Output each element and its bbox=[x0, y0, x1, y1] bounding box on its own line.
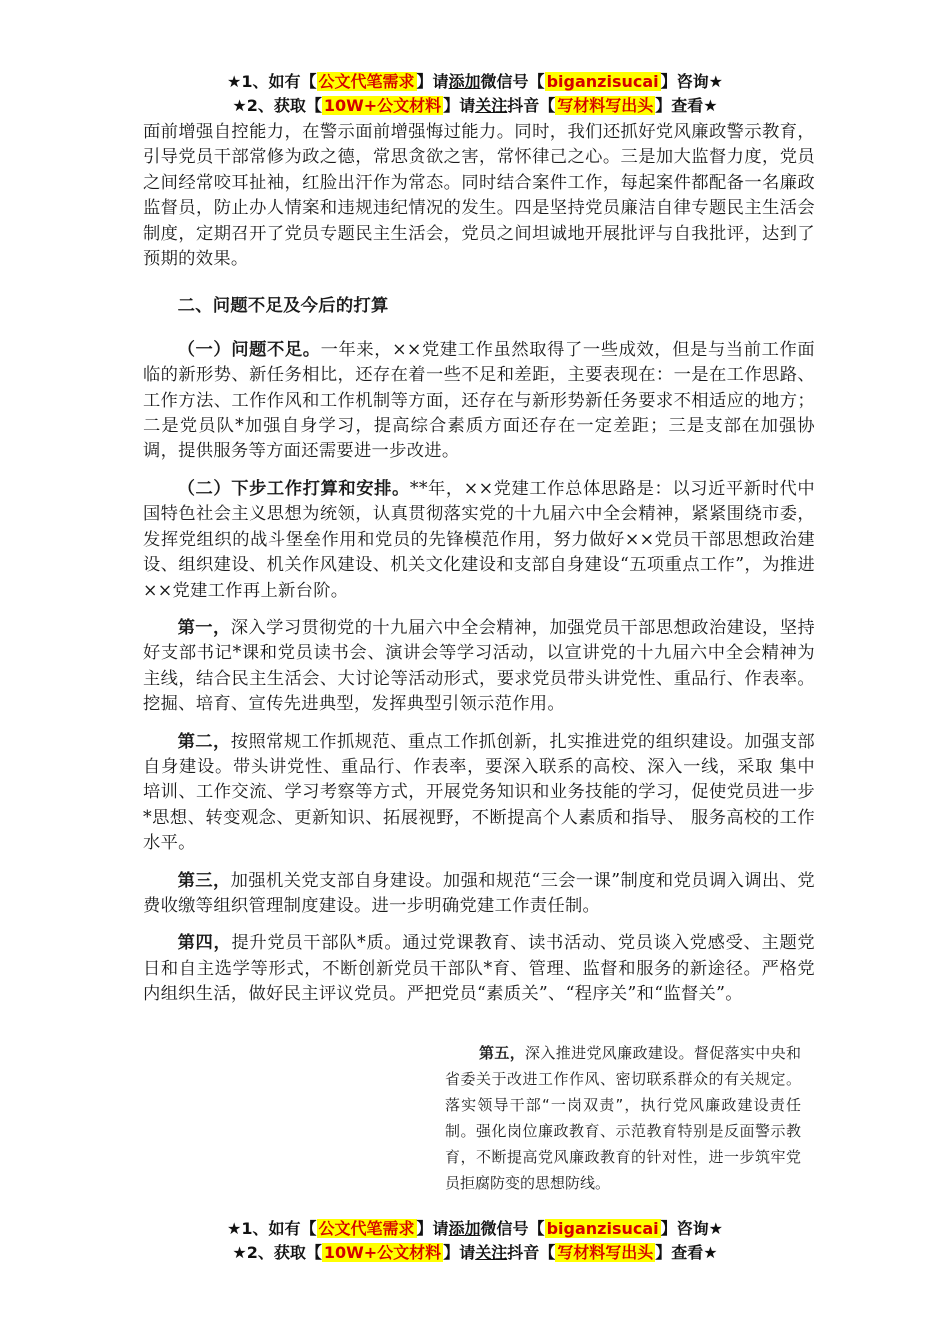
banner-text: 微信号【 bbox=[480, 72, 545, 91]
banner-highlight: 公文代笔需求 bbox=[318, 1219, 415, 1238]
paragraph-text: 加强机关党支部自身建设。加强和规范“三会一课”制度和党员调入调出、党费收缴等组织管理制度建设。进一步明确党建工作责任制。 bbox=[143, 870, 815, 916]
banner-highlight: 10W+公文材料 bbox=[323, 1243, 442, 1262]
paragraph-text: 提升党员干部队*质。通过党课教育、读书活动、党员谈入党感受、主题党日和自主选学等形式，不断创新党员干部队*育、管理、监督和服务的新途径。严格党内组织生活，做好民主评议党员。严把党员“素质关”、“程序关”和“监督关”。 bbox=[143, 933, 815, 1005]
paragraph-lead: 第二， bbox=[177, 731, 231, 752]
paragraph-fourth bbox=[143, 931, 815, 1007]
top-banner-line-1 bbox=[0, 70, 950, 94]
paragraph-plans bbox=[143, 477, 815, 604]
section-heading: 二、问题不足及今后的打算 bbox=[177, 296, 389, 317]
banner-text: ★2、获取【 bbox=[232, 96, 322, 115]
banner-text: 】查看★ bbox=[655, 96, 718, 115]
banner-text: 】请 bbox=[443, 1243, 476, 1262]
banner-text: ★2、获取【 bbox=[232, 1243, 322, 1262]
banner-underline: 关注 bbox=[475, 96, 508, 115]
banner-highlight: 10W+公文材料 bbox=[323, 96, 442, 115]
banner-highlight: 写材料写出头 bbox=[557, 96, 654, 115]
paragraph-fifth bbox=[445, 1040, 801, 1196]
banner-text: 微信号【 bbox=[480, 1219, 545, 1238]
banner-underline: 添加 bbox=[448, 1219, 481, 1238]
paragraph-lead: 第一， bbox=[177, 617, 231, 638]
banner-underline: 关注 bbox=[475, 1243, 508, 1262]
banner-text: 抖音【 bbox=[507, 1243, 556, 1262]
paragraph-lead: （二）下步工作打算和安排。 bbox=[177, 478, 410, 499]
paragraph-lead: 第四， bbox=[177, 933, 232, 954]
banner-text: 抖音【 bbox=[507, 96, 556, 115]
paragraph-continued: 面前增强自控能力，在警示面前增强悔过能力。同时，我们还抓好党风廉政警示教育，引导党员干部常修为政之德，常思贪欲之害，常怀律己之心。三是加大监督力度，党员之间经常咬耳扯袖，红脸出汗作为常态。同时结合案件工作，每起案件都配备一名廉政监督员，防止办人情案和违规违纪情况的发生。四是坚持党员廉洁自律专题民主生活会制度，定期召开了党员专题民主生活会，党员之间坦诚地开展批评与自我批评，达到了预期的效果。 bbox=[143, 122, 815, 270]
banner-highlight: biganzisucai bbox=[546, 72, 659, 91]
paragraph-text: **年，××党建工作总体思路是：以习近平新时代中国特色社会主义思想为统领，认真贯彻落实党的十九届六中全会精神，紧紧围绕市委，发挥党组织的战斗堡垒作用和党员的先锋模范作用，努力做好××党员干部思想政治建设、组织建设、机关作风建设、机关文化建设和支部自身建设“五项重点工作”，为推进××党建工作再上新台阶。 bbox=[143, 478, 815, 601]
banner-text: ★1、如有【 bbox=[227, 1219, 317, 1238]
banner-text: 】请 bbox=[416, 72, 449, 91]
paragraph-problems bbox=[143, 338, 815, 465]
banner-underline: 添加 bbox=[448, 72, 481, 91]
banner-text: 】请 bbox=[443, 96, 476, 115]
paragraph-first bbox=[143, 616, 815, 718]
banner-highlight: 写材料写出头 bbox=[557, 1243, 654, 1262]
paragraph-third bbox=[143, 869, 815, 920]
banner-text: 】咨询★ bbox=[660, 1219, 723, 1238]
banner-text: ★1、如有【 bbox=[227, 72, 317, 91]
paragraph-text: 深入学习贯彻党的十九届六中全会精神，加强党员干部思想政治建设，坚持好支部书记*课和党员读书会、演讲会等学习活动，以宣讲党的十九届六中全会精神为主线，结合民主生活会、大讨论等活动形式，要求党员带头讲党性、重品行、作表率。挖掘、培育、宣传先进典型，发挥典型引领示范作用。 bbox=[143, 617, 816, 715]
paragraph-second bbox=[143, 730, 815, 857]
banner-highlight: biganzisucai bbox=[546, 1219, 659, 1238]
banner-text: 】咨询★ bbox=[660, 72, 723, 91]
paragraph-lead: （一）问题不足。 bbox=[177, 339, 321, 360]
banner-highlight: 公文代笔需求 bbox=[318, 72, 415, 91]
top-banner-line-2 bbox=[0, 94, 950, 118]
paragraph-text: 按照常规工作抓规范、重点工作抓创新，扎实推进党的组织建设。加强支部自身建设。带头讲党性、重品行、作表率，要深入联系的高校、深入一线，采取 集中培训、工作交流、学习考察等方式，开展党务知识和业务技能的学习，促使党员进一步*思想、转变观念、更新知识、拓展视野，不断提高个人素质和指导、 服务高校的工作水平。 bbox=[143, 731, 816, 854]
bottom-banner-line-2 bbox=[0, 1241, 950, 1265]
paragraph-lead: 第三， bbox=[177, 870, 231, 891]
paragraph-text: 深入推进党风廉政建设。督促落实中央和省委关于改进工作作风、密切联系群众的有关规定。落实领导干部“一岗双责”，执行党风廉政建设责任制。强化岗位廉政教育、示范教育特别是反面警示教育，不断提高党风廉政教育的针对性，进一步筑牢党员拒腐防变的思想防线。 bbox=[445, 1044, 801, 1192]
document-body bbox=[143, 120, 815, 1008]
banner-text: 】查看★ bbox=[655, 1243, 718, 1262]
banner-text: 】请 bbox=[416, 1219, 449, 1238]
paragraph-lead: 第五， bbox=[479, 1044, 526, 1062]
paragraph-text: 一年来，××党建工作虽然取得了一些成效，但是与当前工作面临的新形势、新任务相比，还存在着一些不足和差距，主要表现在：一是在工作思路、工作方法、工作作风和工作机制等方面，还存在与新形势新任务要求不相适应的地方；二是党员队*加强自身学习，提高综合素质方面还存在一定差距；三是支部在加强协调，提供服务等方面还需要进一步改进。 bbox=[143, 339, 815, 462]
bottom-banner-line-1 bbox=[0, 1217, 950, 1241]
